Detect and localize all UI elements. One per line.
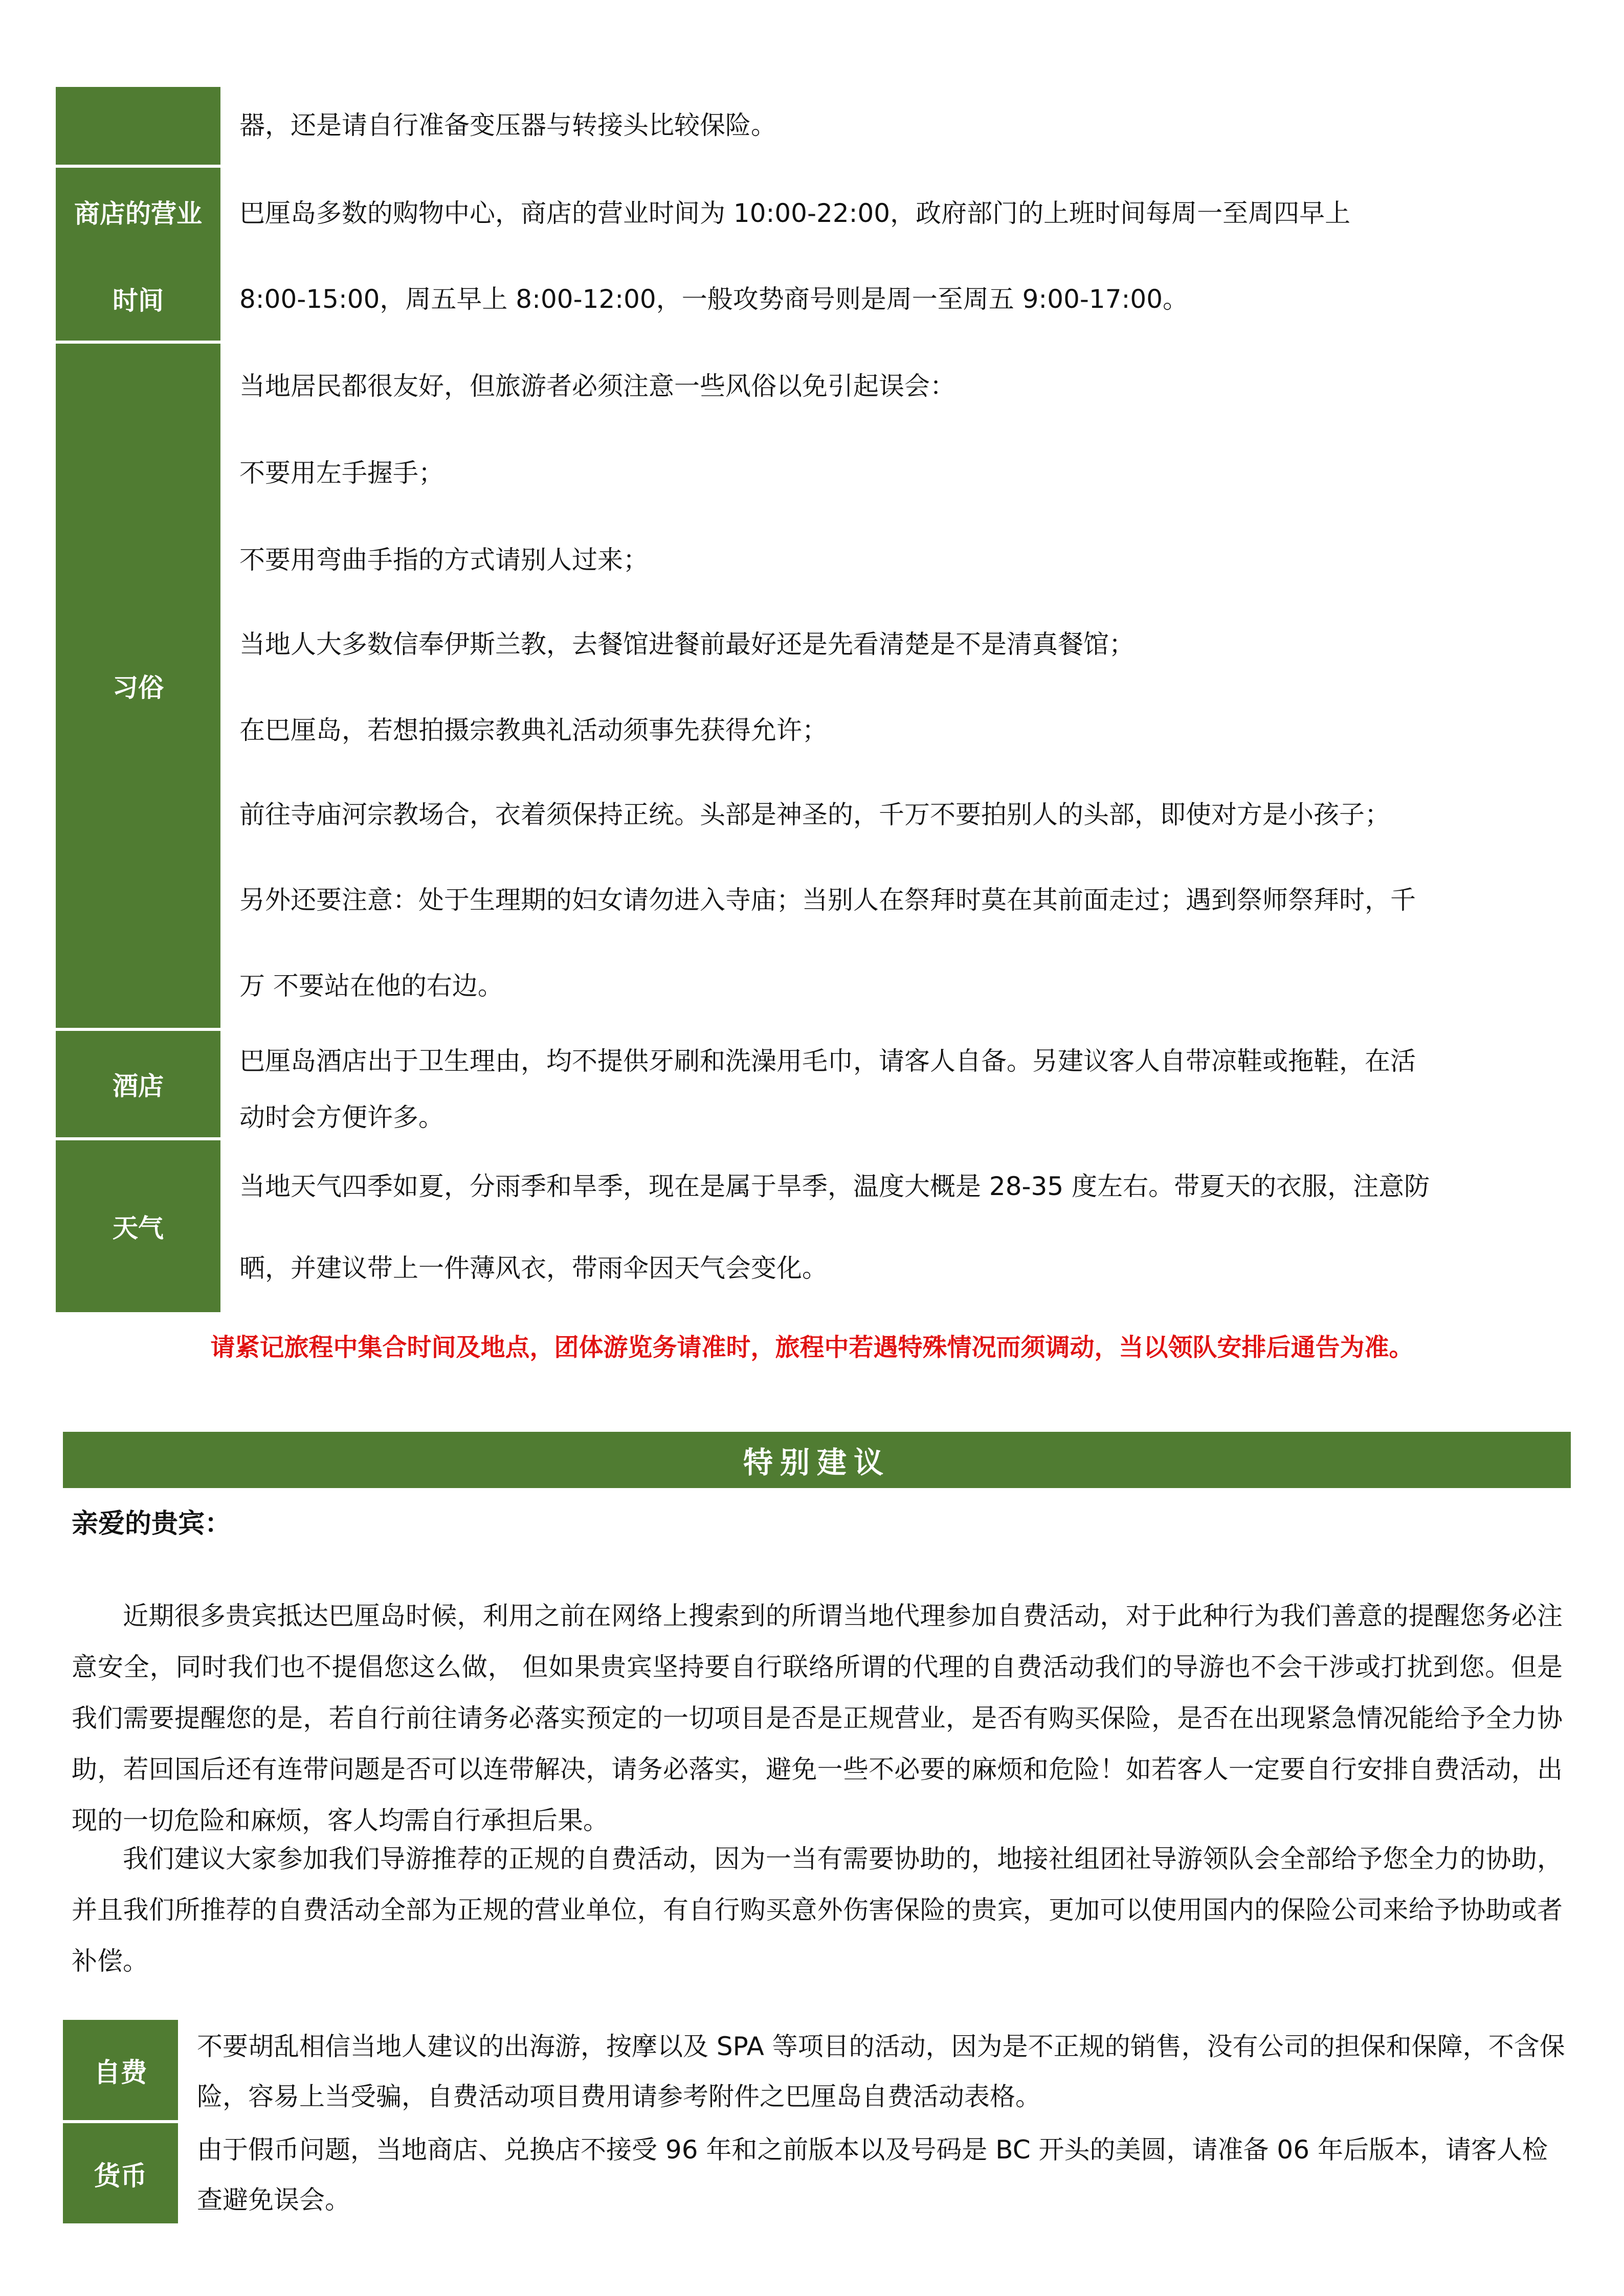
hotel-line-2: 动时会方便许多。: [239, 1102, 444, 1132]
suggestion-paragraph-2: 我们建议大家参加我们导游推荐的正规的自费活动，因为一当有需要协助的，地接社组团社导游领队会全部给予您全力的协助，并且我们所推荐的自费活动全部为正规的营业单位，有自行购买意外伤害保险的贵宾，更加可以使用国内的保险公司来给予协助或者补偿。: [72, 1844, 1563, 1976]
weather-line-1: 当地天气四季如夏，分雨季和旱季，现在是属于旱季，温度大概是 28-35 度左右。带夏天的衣服，注意防: [239, 1172, 1430, 1201]
label-hotel: 酒店: [56, 1031, 220, 1137]
shop-hours-line-1: 巴厘岛多数的购物中心，商店的营业时间为 10:00-22:00，政府部门的上班时间每周一至周四早上: [239, 198, 1351, 228]
customs-line-5: 在巴厘岛，若想拍摄宗教典礼活动须事先获得允许；: [239, 715, 828, 745]
itinerary-notice: 请紧记旅程中集合时间及地点，团体游览务请准时，旅程中若遇特殊情况而须调动，当以领队安排后通告为准。: [210, 1333, 1414, 1362]
label-own-expense: 自费: [63, 2020, 178, 2120]
own-expense-text: 不要胡乱相信当地人建议的出海游，按摩以及 SPA 等项目的活动，因为是不正规的销售，没有公司的担保和保障，不含保险，容易上当受骗，自费活动项目费用请参考附件之巴厘岛自费活动表格。: [197, 2032, 1565, 2111]
label-shop-hours-line2: 时间: [113, 286, 164, 316]
greeting: 亲爱的贵宾：: [72, 1509, 232, 1539]
hotel-line-1: 巴厘岛酒店出于卫生理由，均不提供牙刷和洗澡用毛巾，请客人自备。另建议客人自带凉鞋或拖鞋，在活: [239, 1046, 1416, 1076]
customs-line-7: 另外还要注意：处于生理期的妇女请勿进入寺庙；当别人在祭拜时莫在其前面走过；遇到祭师祭拜时，千: [239, 885, 1416, 915]
shop-hours-line-2: 8:00-15:00，周五早上 8:00-12:00，一般攻势商号则是周一至周五 9:00-17:00。: [239, 284, 1189, 314]
currency-text: 由于假币问题，当地商店、兑换店不接受 96 年和之前版本以及号码是 BC 开头的美圆，请准备 06 年后版本，请客人检查避免误会。: [197, 2135, 1548, 2215]
label-shop-hours: [56, 168, 220, 341]
customs-line-6: 前往寺庙河宗教场合，衣着须保持正统。头部是神圣的，千万不要拍别人的头部，即使对方是小孩子；: [239, 800, 1390, 829]
customs-line-2: 不要用左手握手；: [239, 458, 444, 488]
label-currency: 货币: [63, 2123, 178, 2223]
label-cell-continued: [56, 87, 220, 165]
customs-line-4: 当地人大多数信奉伊斯兰教，去餐馆进餐前最好还是先看清楚是不是清真餐馆；: [239, 629, 1134, 659]
weather-line-2: 晒，并建议带上一件薄风衣，带雨伞因天气会变化。: [239, 1253, 828, 1283]
customs-line-8: 万 不要站在他的右边。: [239, 971, 503, 1001]
label-customs: 习俗: [56, 344, 220, 1028]
label-shop-hours-line1: 商店的营业: [74, 199, 202, 229]
customs-line-1: 当地居民都很友好，但旅游者必须注意一些风俗以免引起误会：: [239, 371, 955, 401]
electricity-continued-text: 器，还是请自行准备变压器与转接头比较保险。: [239, 110, 776, 140]
special-suggestions-header: 特别建议: [63, 1432, 1571, 1488]
label-weather: 天气: [56, 1140, 220, 1312]
customs-line-3: 不要用弯曲手指的方式请别人过来；: [239, 545, 649, 575]
suggestion-paragraph-1: 近期很多贵宾抵达巴厘岛时候，利用之前在网络上搜索到的所谓当地代理参加自费活动，对于此种行为我们善意的提醒您务必注意安全，同时我们也不提倡您这么做， 但如果贵宾坚持要自行联络所谓的代理的自费活动我们的导游也不会干涉或打扰到您。但是我们需要提醒您的是，若自行前往请务必落实预定的一切项目是否是正规营业，是否有购买保险，是否在出现紧急情况能给予全力协助，若回国后还有连带问题是否可以连带解决，请务必落实，避免一些不必要的麻烦和危险！如若客人一定要自行安排自费活动，出现的一切危险和麻烦，客人均需自行承担后果。: [72, 1601, 1563, 1835]
